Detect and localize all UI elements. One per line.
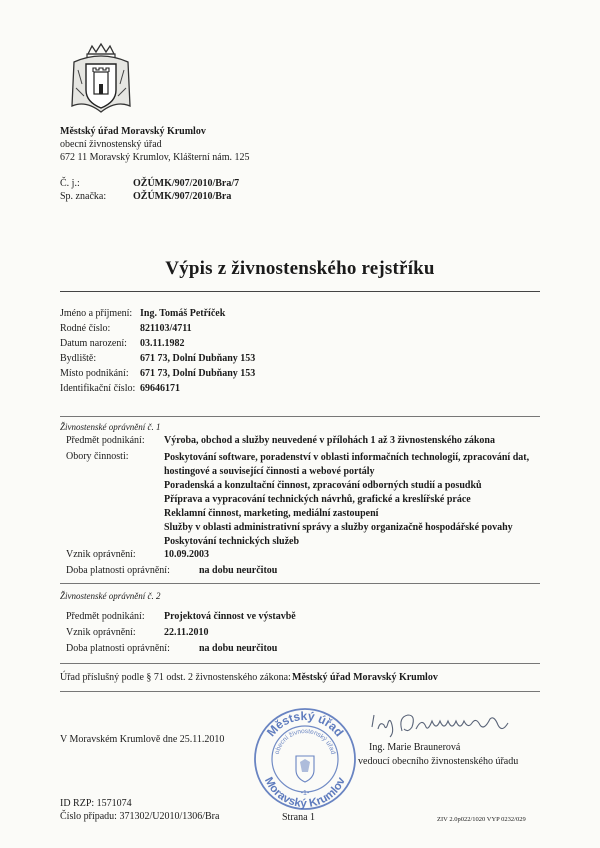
footer-code: ZIV 2.0p022/1020 VYP 0232/029 bbox=[437, 816, 526, 823]
section-divider-3 bbox=[60, 663, 540, 664]
person-value-birth-date: 03.11.1982 bbox=[140, 338, 185, 349]
person-label-name: Jméno a příjmení: bbox=[60, 308, 133, 319]
stamp-inner-text: obecní živnostenský úřad bbox=[273, 727, 337, 756]
license1-subject-label: Předmět podnikání: bbox=[66, 435, 145, 446]
office-name: Městský úřad Moravský Krumlov bbox=[60, 126, 206, 137]
license1-field: hostingové a související činnosti a webové portály bbox=[164, 466, 375, 477]
person-value-id-number: 69646171 bbox=[140, 383, 180, 394]
stamp-number: -1- bbox=[300, 790, 310, 797]
cj-label: Č. j.: bbox=[60, 178, 80, 189]
place-date: V Moravském Krumlově dne 25.11.2010 bbox=[60, 734, 225, 745]
license2-subject-value: Projektová činnost ve výstavbě bbox=[164, 611, 296, 622]
coat-of-arms-emblem bbox=[66, 40, 136, 116]
handwritten-signature bbox=[368, 707, 518, 741]
person-label-birth-number: Rodné číslo: bbox=[60, 323, 111, 334]
office-address: 672 11 Moravský Krumlov, Klášterní nám. 125 bbox=[60, 152, 250, 163]
license2-validity-value: na dobu neurčitou bbox=[199, 643, 278, 654]
sp-label: Sp. značka: bbox=[60, 191, 107, 202]
person-label-business-place: Místo podnikání: bbox=[60, 368, 129, 379]
person-value-birth-number: 821103/4711 bbox=[140, 323, 192, 334]
license1-field: Služby v oblasti administrativní správy a služby organizačně hospodářské povahy bbox=[164, 522, 513, 533]
authority-text: Úřad příslušný podle § 71 odst. 2 živnostenského zákona: bbox=[60, 672, 291, 683]
license1-origin-label: Vznik oprávnění: bbox=[66, 549, 136, 560]
stamp-ring-top: Městský úřad bbox=[263, 708, 347, 740]
svg-text:obecní živnostenský úřad bbox=[274, 728, 337, 756]
section-divider-4 bbox=[60, 691, 540, 692]
license1-subject-value: Výroba, obchod a služby neuvedené v přílohách 1 až 3 živnostenského zákona bbox=[164, 435, 495, 446]
license1-field: Reklamní činnost, marketing, mediální zastoupení bbox=[164, 508, 379, 519]
license1-origin-value: 10.09.2003 bbox=[164, 549, 209, 560]
title-divider bbox=[60, 291, 540, 292]
person-label-birth-date: Datum narození: bbox=[60, 338, 127, 349]
stamp-ring-bottom: Moravský Krumlov bbox=[262, 775, 348, 811]
license1-validity-value: na dobu neurčitou bbox=[199, 565, 278, 576]
person-value-residence: 671 73, Dolní Dubňany 153 bbox=[140, 353, 256, 364]
cj-value: OŽÚMK/907/2010/Bra/7 bbox=[133, 178, 240, 189]
page-title: Výpis z živnostenského rejstříku bbox=[165, 258, 435, 279]
footer-case-number: Číslo případu: 371302/U2010/1306/Bra bbox=[60, 811, 220, 822]
license1-fields-list bbox=[164, 451, 529, 549]
license1-field: Příprava a vypracování technických návrhů, grafické a kreslířské práce bbox=[164, 494, 471, 505]
license1-heading: Živnostenské oprávnění č. 1 bbox=[60, 422, 161, 432]
sp-value: OŽÚMK/907/2010/Bra bbox=[133, 191, 232, 202]
person-value-name: Ing. Tomáš Petříček bbox=[140, 308, 226, 319]
authority-value: Městský úřad Moravský Krumlov bbox=[292, 672, 438, 683]
license1-field: Poskytování technických služeb bbox=[164, 536, 300, 547]
section-divider-1 bbox=[60, 416, 540, 417]
license1-fields-label: Obory činnosti: bbox=[66, 451, 129, 462]
official-stamp bbox=[250, 702, 360, 812]
signer-name: Ing. Marie Braunerová bbox=[369, 742, 461, 753]
signer-role: vedoucí obecního živnostenského úřadu bbox=[358, 756, 519, 767]
license1-field: Poskytování software, poradenství v oblasti informačních technologií, zpracování dat, bbox=[164, 452, 530, 463]
license1-field: Poradenská a konzultační činnost, zpracování odborných studií a posudků bbox=[164, 480, 482, 491]
office-department: obecní živnostenský úřad bbox=[60, 139, 162, 150]
license1-validity-label: Doba platnosti oprávnění: bbox=[66, 565, 170, 576]
license2-validity-label: Doba platnosti oprávnění: bbox=[66, 643, 170, 654]
footer-page-number: Strana 1 bbox=[282, 812, 316, 823]
person-label-residence: Bydliště: bbox=[60, 353, 97, 364]
section-divider-2 bbox=[60, 583, 540, 584]
person-label-id-number: Identifikační číslo: bbox=[60, 383, 136, 394]
person-value-business-place: 671 73, Dolní Dubňany 153 bbox=[140, 368, 256, 379]
license2-origin-label: Vznik oprávnění: bbox=[66, 627, 136, 638]
license2-heading: Živnostenské oprávnění č. 2 bbox=[60, 591, 161, 601]
license2-origin-value: 22.11.2010 bbox=[164, 627, 209, 638]
license2-subject-label: Předmět podnikání: bbox=[66, 611, 145, 622]
footer-rzp-id: ID RZP: 1571074 bbox=[60, 798, 132, 809]
